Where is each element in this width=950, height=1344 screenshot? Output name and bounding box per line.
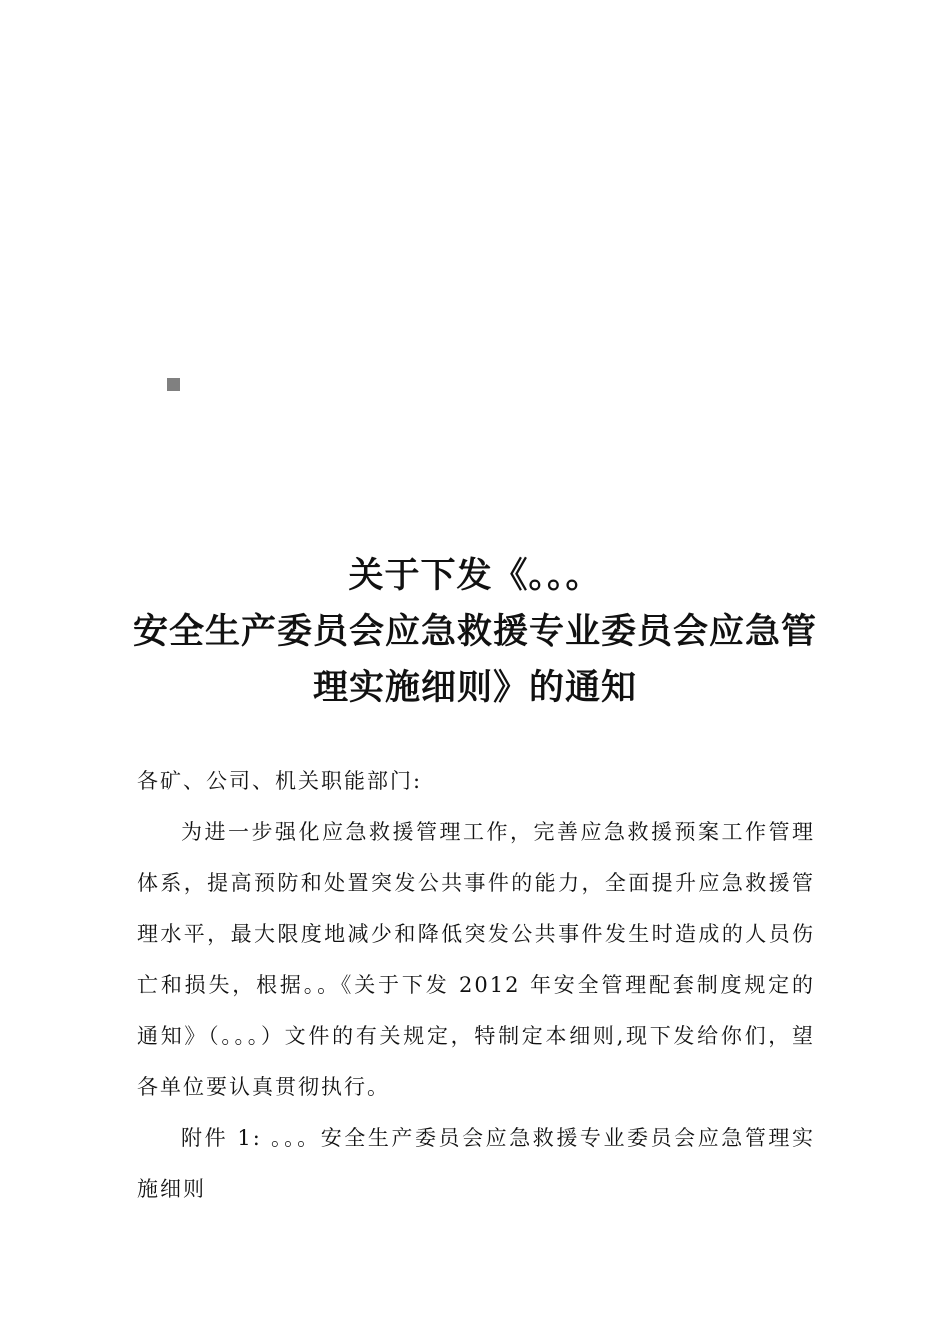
title-line-1: 关于下发《。。。 (348, 556, 602, 596)
salutation: 各矿、公司、机关职能部门: (137, 769, 423, 793)
attachment-paragraph: 附件 1: 。。。安全生产委员会应急救援专业委员会应急管理实施细则 (137, 1126, 815, 1201)
body-paragraph-main: 为进一步强化应急救援管理工作，完善应急救援预案工作管理体系，提高预防和处置突发公共事件的能力，全面提升应急救援管理水平，最大限度地减少和降低突发公共事件发生时造成的人员伤亡和损失，根据。。《关于下发 2012 年安全管理配套制度规定的通知》（。。。）文件的有关规定，特制定本细则,现下发给你们，望各单位要认真贯彻执行。 (137, 820, 815, 1099)
document-body (137, 756, 815, 1215)
title-line-3: 理实施细则》的通知 (312, 668, 637, 708)
square-bullet-icon (167, 378, 180, 391)
document-title (100, 548, 850, 716)
title-line-2: 安全生产委员会应急救援专业委员会应急管 (132, 612, 817, 652)
